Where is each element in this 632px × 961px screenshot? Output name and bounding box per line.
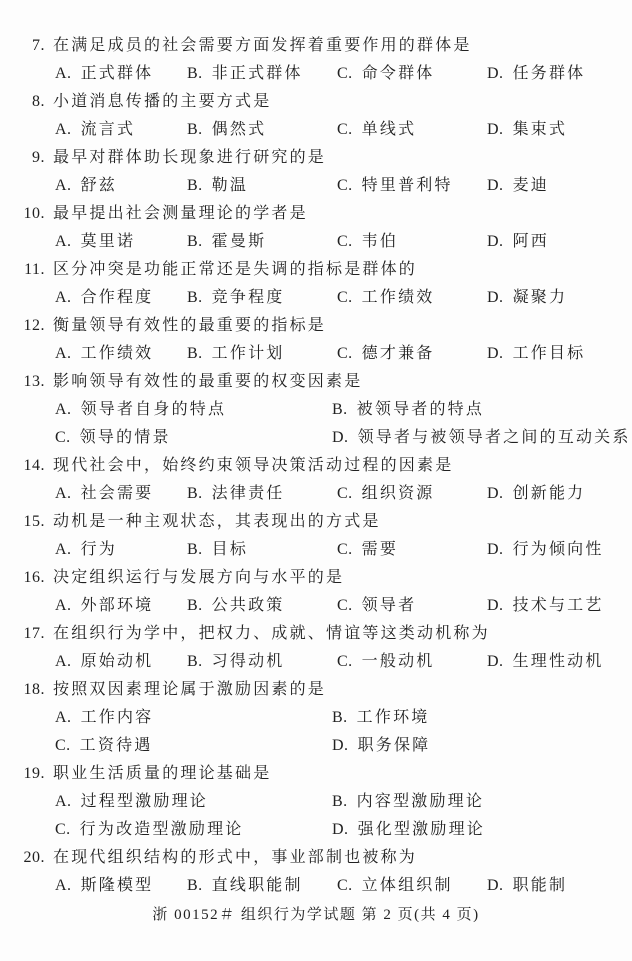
option-label: C. bbox=[337, 597, 353, 614]
page-footer: 浙 00152＃ 组织行为学试题 第 2 页(共 4 页) bbox=[152, 907, 480, 923]
option-text: 法律责任 bbox=[211, 485, 285, 502]
question-text: 职业生活质量的理论基础是 bbox=[53, 765, 272, 782]
option-text: 舒兹 bbox=[80, 177, 117, 194]
option-text: 过程型激励理论 bbox=[80, 793, 208, 810]
option-item bbox=[337, 592, 416, 620]
question-item bbox=[0, 256, 632, 312]
option-label: A. bbox=[55, 65, 72, 82]
options-row bbox=[55, 816, 632, 844]
option-item bbox=[487, 480, 585, 508]
question-line bbox=[0, 256, 632, 284]
question-line bbox=[0, 368, 632, 396]
question-number: 17. bbox=[23, 625, 45, 642]
option-label: D. bbox=[487, 289, 504, 306]
option-text: 工作计划 bbox=[211, 345, 285, 362]
option-text: 凝聚力 bbox=[512, 289, 568, 306]
options-row bbox=[55, 424, 632, 452]
question-text: 现代社会中，始终约束领导决策活动过程的因素是 bbox=[53, 457, 454, 474]
options-row bbox=[55, 788, 632, 816]
option-text: 合作程度 bbox=[80, 289, 154, 306]
question-number: 10. bbox=[23, 205, 45, 222]
option-text: 立体组织制 bbox=[361, 877, 453, 894]
option-text: 领导者 bbox=[361, 597, 417, 614]
question-line bbox=[0, 312, 632, 340]
option-text: 公共政策 bbox=[211, 597, 285, 614]
option-text: 阿西 bbox=[512, 233, 549, 250]
option-label: D. bbox=[332, 821, 349, 838]
option-text: 内容型激励理论 bbox=[356, 793, 485, 810]
question-item bbox=[0, 508, 632, 564]
option-text: 任务群体 bbox=[512, 65, 586, 82]
option-item bbox=[55, 480, 153, 508]
option-text: 生理性动机 bbox=[512, 653, 604, 670]
option-label: A. bbox=[55, 485, 72, 502]
question-number: 18. bbox=[23, 681, 45, 698]
question-text: 最早提出社会测量理论的学者是 bbox=[53, 205, 308, 222]
option-item bbox=[187, 592, 284, 620]
option-label: B. bbox=[332, 793, 348, 810]
option-text: 霍曼斯 bbox=[211, 233, 267, 250]
question-text: 区分冲突是功能正常还是失调的指标是群体的 bbox=[53, 261, 418, 278]
option-label: D. bbox=[487, 177, 504, 194]
option-text: 一般动机 bbox=[361, 653, 435, 670]
options-row bbox=[55, 592, 632, 620]
option-label: D. bbox=[332, 737, 349, 754]
option-label: A. bbox=[55, 793, 72, 810]
option-label: C. bbox=[337, 653, 353, 670]
option-item bbox=[337, 648, 434, 676]
question-item bbox=[0, 676, 632, 760]
option-item bbox=[55, 60, 153, 88]
option-text: 德才兼备 bbox=[361, 345, 435, 362]
question-item bbox=[0, 200, 632, 256]
option-label: C. bbox=[337, 233, 353, 250]
option-text: 正式群体 bbox=[80, 65, 154, 82]
option-item bbox=[187, 60, 303, 88]
option-item bbox=[487, 172, 549, 200]
option-item bbox=[187, 648, 284, 676]
option-item bbox=[55, 228, 135, 256]
option-label: D. bbox=[487, 65, 504, 82]
option-label: D. bbox=[332, 429, 349, 446]
option-item bbox=[55, 872, 153, 900]
option-text: 领导者自身的特点 bbox=[80, 401, 227, 418]
option-label: D. bbox=[487, 877, 504, 894]
question-line bbox=[0, 844, 632, 872]
option-text: 职能制 bbox=[512, 877, 568, 894]
option-text: 麦迪 bbox=[512, 177, 549, 194]
option-item bbox=[337, 480, 434, 508]
option-label: C. bbox=[337, 541, 353, 558]
option-item bbox=[55, 704, 153, 732]
option-item bbox=[332, 732, 430, 760]
question-line bbox=[0, 88, 632, 116]
option-item bbox=[55, 116, 135, 144]
option-label: B. bbox=[187, 121, 203, 138]
option-label: D. bbox=[487, 233, 504, 250]
option-item bbox=[332, 396, 484, 424]
option-item bbox=[332, 788, 484, 816]
option-text: 斯隆模型 bbox=[80, 877, 154, 894]
question-line bbox=[0, 760, 632, 788]
question-item bbox=[0, 32, 632, 88]
option-item bbox=[337, 284, 434, 312]
option-item bbox=[55, 732, 152, 760]
option-label: A. bbox=[55, 709, 72, 726]
option-item bbox=[487, 872, 567, 900]
options-row bbox=[55, 396, 632, 424]
option-label: C. bbox=[55, 737, 71, 754]
option-item bbox=[55, 424, 171, 452]
option-text: 目标 bbox=[211, 541, 249, 558]
option-text: 韦伯 bbox=[361, 233, 399, 250]
option-label: A. bbox=[55, 121, 72, 138]
question-number: 11. bbox=[24, 261, 45, 278]
question-text: 衡量领导有效性的最重要的指标是 bbox=[53, 317, 327, 334]
option-label: A. bbox=[55, 401, 72, 418]
question-item bbox=[0, 452, 632, 508]
option-item bbox=[55, 340, 153, 368]
question-item bbox=[0, 844, 632, 900]
option-label: C. bbox=[55, 429, 71, 446]
option-label: B. bbox=[187, 485, 203, 502]
option-item bbox=[55, 284, 153, 312]
option-text: 习得动机 bbox=[211, 653, 285, 670]
question-line bbox=[0, 564, 632, 592]
question-item bbox=[0, 144, 632, 200]
option-text: 特里普利特 bbox=[361, 177, 453, 194]
option-text: 需要 bbox=[361, 541, 399, 558]
question-number: 20. bbox=[23, 849, 45, 866]
option-label: C. bbox=[337, 121, 353, 138]
option-text: 工作内容 bbox=[80, 709, 154, 726]
option-item bbox=[337, 228, 398, 256]
option-label: C. bbox=[337, 877, 353, 894]
option-text: 职务保障 bbox=[357, 737, 431, 754]
options-row bbox=[55, 60, 632, 88]
option-item bbox=[187, 536, 248, 564]
options-row bbox=[55, 704, 632, 732]
option-label: B. bbox=[187, 541, 203, 558]
options-row bbox=[55, 172, 632, 200]
option-text: 组织资源 bbox=[361, 485, 435, 502]
options-row bbox=[55, 284, 632, 312]
option-item bbox=[332, 704, 429, 732]
option-text: 单线式 bbox=[361, 121, 417, 138]
option-label: C. bbox=[337, 289, 353, 306]
option-label: B. bbox=[187, 65, 203, 82]
option-item bbox=[187, 228, 266, 256]
option-label: D. bbox=[487, 485, 504, 502]
option-text: 工作环境 bbox=[356, 709, 430, 726]
options-row bbox=[55, 536, 632, 564]
options-row bbox=[55, 872, 632, 900]
option-item bbox=[487, 284, 567, 312]
option-label: B. bbox=[187, 233, 203, 250]
option-item bbox=[55, 648, 153, 676]
option-item bbox=[487, 592, 604, 620]
option-label: D. bbox=[487, 541, 504, 558]
option-label: A. bbox=[55, 541, 72, 558]
option-text: 流言式 bbox=[80, 121, 136, 138]
option-label: A. bbox=[55, 233, 72, 250]
options-row bbox=[55, 480, 632, 508]
option-item bbox=[187, 172, 248, 200]
option-text: 工作绩效 bbox=[80, 345, 154, 362]
option-item bbox=[487, 536, 604, 564]
option-text: 行为 bbox=[80, 541, 117, 558]
option-text: 命令群体 bbox=[361, 65, 435, 82]
option-label: C. bbox=[337, 345, 353, 362]
option-item bbox=[55, 536, 117, 564]
question-line bbox=[0, 620, 632, 648]
option-item bbox=[337, 116, 416, 144]
question-text: 在组织行为学中，把权力、成就、情谊等这类动机称为 bbox=[53, 625, 490, 642]
option-label: D. bbox=[487, 121, 504, 138]
option-text: 外部环境 bbox=[80, 597, 154, 614]
question-line bbox=[0, 144, 632, 172]
question-item bbox=[0, 312, 632, 368]
option-item bbox=[332, 816, 485, 844]
option-text: 行为改造型激励理论 bbox=[79, 821, 244, 838]
option-text: 偶然式 bbox=[211, 121, 267, 138]
question-line bbox=[0, 452, 632, 480]
option-label: D. bbox=[487, 345, 504, 362]
option-label: B. bbox=[187, 345, 203, 362]
option-item bbox=[187, 340, 284, 368]
option-label: A. bbox=[55, 177, 72, 194]
question-line bbox=[0, 200, 632, 228]
question-item bbox=[0, 564, 632, 620]
option-label: B. bbox=[187, 877, 203, 894]
option-item bbox=[187, 872, 303, 900]
option-item bbox=[337, 872, 453, 900]
option-label: A. bbox=[55, 289, 72, 306]
option-item bbox=[487, 648, 604, 676]
option-item bbox=[187, 284, 284, 312]
option-text: 创新能力 bbox=[512, 485, 586, 502]
question-text: 按照双因素理论属于激励因素的是 bbox=[53, 681, 327, 698]
options-row bbox=[55, 340, 632, 368]
option-label: C. bbox=[55, 821, 71, 838]
question-number: 8. bbox=[32, 93, 45, 110]
option-label: A. bbox=[55, 597, 72, 614]
option-item bbox=[337, 340, 434, 368]
question-text: 最早对群体助长现象进行研究的是 bbox=[53, 149, 327, 166]
question-number: 15. bbox=[23, 513, 45, 530]
option-label: B. bbox=[332, 401, 348, 418]
option-label: B. bbox=[187, 289, 203, 306]
option-text: 工作目标 bbox=[512, 345, 586, 362]
option-text: 被领导者的特点 bbox=[356, 401, 485, 418]
option-text: 社会需要 bbox=[80, 485, 154, 502]
option-item bbox=[55, 592, 153, 620]
question-number: 19. bbox=[23, 765, 45, 782]
question-line bbox=[0, 508, 632, 536]
option-label: C. bbox=[337, 485, 353, 502]
question-number: 13. bbox=[23, 373, 45, 390]
option-text: 行为倾向性 bbox=[512, 541, 604, 558]
question-text: 在现代组织结构的形式中，事业部制也被称为 bbox=[53, 849, 418, 866]
option-item bbox=[187, 480, 284, 508]
question-number: 9. bbox=[32, 149, 45, 166]
option-text: 莫里诺 bbox=[80, 233, 136, 250]
option-label: A. bbox=[55, 877, 72, 894]
option-text: 领导的情景 bbox=[79, 429, 171, 446]
option-text: 勒温 bbox=[211, 177, 249, 194]
option-label: D. bbox=[487, 653, 504, 670]
option-text: 集束式 bbox=[512, 121, 568, 138]
question-line bbox=[0, 32, 632, 60]
option-label: B. bbox=[187, 177, 203, 194]
option-item bbox=[55, 172, 117, 200]
option-text: 强化型激励理论 bbox=[357, 821, 485, 838]
options-row bbox=[55, 116, 632, 144]
option-label: A. bbox=[55, 653, 72, 670]
option-label: B. bbox=[332, 709, 348, 726]
question-number: 16. bbox=[23, 569, 45, 586]
options-row bbox=[55, 228, 632, 256]
option-label: C. bbox=[337, 177, 353, 194]
option-item bbox=[332, 424, 631, 452]
options-row bbox=[55, 648, 632, 676]
question-text: 动机是一种主观状态，其表现出的方式是 bbox=[53, 513, 381, 530]
option-item bbox=[487, 228, 549, 256]
option-item bbox=[55, 788, 208, 816]
options-row bbox=[55, 732, 632, 760]
option-label: B. bbox=[187, 653, 203, 670]
question-item bbox=[0, 368, 632, 452]
question-item bbox=[0, 88, 632, 144]
question-line bbox=[0, 676, 632, 704]
question-number: 7. bbox=[32, 37, 45, 54]
option-label: B. bbox=[187, 597, 203, 614]
option-item bbox=[187, 116, 266, 144]
option-text: 原始动机 bbox=[80, 653, 154, 670]
question-text: 在满足成员的社会需要方面发挥着重要作用的群体是 bbox=[53, 37, 472, 54]
option-text: 直线职能制 bbox=[211, 877, 303, 894]
option-text: 领导者与被领导者之间的互动关系 bbox=[357, 429, 631, 446]
option-item bbox=[487, 116, 567, 144]
question-text: 决定组织运行与发展方向与水平的是 bbox=[53, 569, 345, 586]
option-text: 技术与工艺 bbox=[512, 597, 604, 614]
option-text: 非正式群体 bbox=[211, 65, 303, 82]
question-item bbox=[0, 620, 632, 676]
option-text: 竞争程度 bbox=[211, 289, 285, 306]
option-item bbox=[55, 816, 243, 844]
question-number: 12. bbox=[23, 317, 45, 334]
option-label: A. bbox=[55, 345, 72, 362]
option-label: C. bbox=[337, 65, 353, 82]
option-item bbox=[337, 60, 434, 88]
option-text: 工资待遇 bbox=[79, 737, 153, 754]
option-label: D. bbox=[487, 597, 504, 614]
option-text: 工作绩效 bbox=[361, 289, 435, 306]
question-item bbox=[0, 760, 632, 844]
question-text: 影响领导有效性的最重要的权变因素是 bbox=[53, 373, 363, 390]
option-item bbox=[487, 60, 585, 88]
option-item bbox=[337, 172, 453, 200]
option-item bbox=[487, 340, 585, 368]
option-item bbox=[337, 536, 398, 564]
question-number: 14. bbox=[23, 457, 45, 474]
question-text: 小道消息传播的主要方式是 bbox=[53, 93, 272, 110]
option-item bbox=[55, 396, 226, 424]
